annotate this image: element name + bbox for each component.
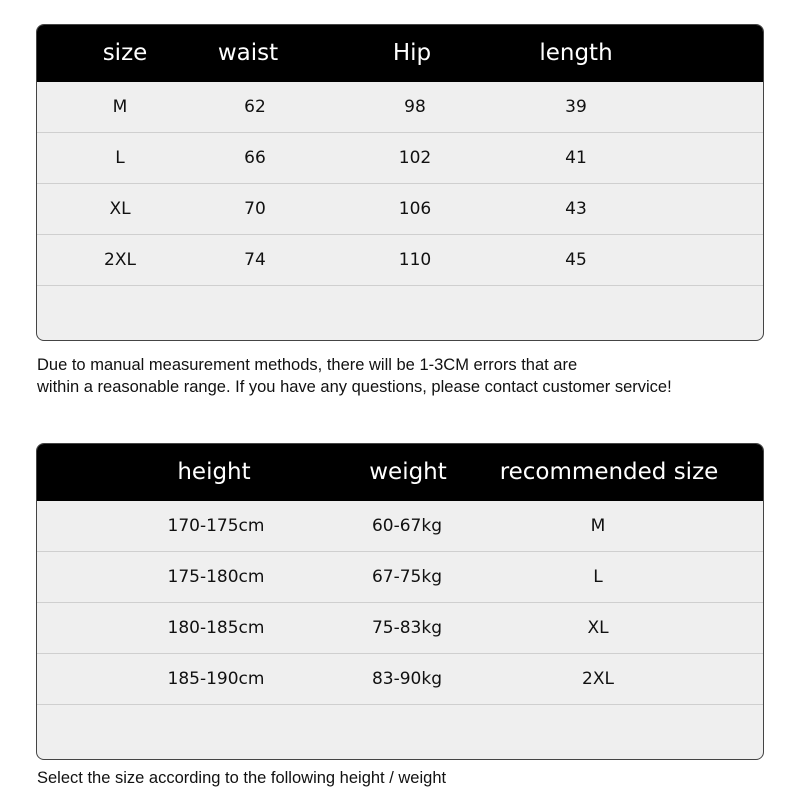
cell-hip: 98 — [404, 97, 426, 117]
measurement-note-line2: within a reasonable range. If you have any questions, please contact customer service! — [37, 378, 672, 396]
cell-size: M — [112, 97, 128, 117]
recommend-chart-table — [36, 443, 764, 760]
header-size: size — [102, 40, 148, 66]
cell-length: 41 — [565, 148, 587, 168]
cell-height: 170-175cm — [167, 516, 265, 536]
measurement-note — [37, 354, 672, 398]
header-recommended-size: recommended size — [499, 459, 719, 485]
header-hip: Hip — [392, 40, 432, 66]
measurement-note-line1: Due to manual measurement methods, there will be 1-3CM errors that are — [37, 356, 578, 374]
cell-recommended-size: L — [593, 567, 603, 587]
cell-weight: 75-83kg — [371, 618, 443, 638]
table-row — [37, 235, 763, 286]
cell-weight: 83-90kg — [371, 669, 443, 689]
cell-waist: 74 — [244, 250, 266, 270]
table-row — [37, 501, 763, 552]
table-row — [37, 184, 763, 235]
cell-recommended-size: M — [590, 516, 606, 536]
cell-length: 43 — [565, 199, 587, 219]
header-length: length — [539, 40, 613, 66]
size-chart-table — [36, 24, 764, 341]
cell-hip: 106 — [398, 199, 432, 219]
cell-recommended-size: 2XL — [582, 669, 614, 689]
selection-note: Select the size according to the following height / weight — [37, 769, 447, 787]
cell-length: 45 — [565, 250, 587, 270]
cell-waist: 66 — [244, 148, 266, 168]
header-weight: weight — [369, 459, 447, 485]
cell-height: 180-185cm — [167, 618, 265, 638]
cell-size: XL — [109, 199, 131, 219]
cell-length: 39 — [565, 97, 587, 117]
cell-size: 2XL — [104, 250, 136, 270]
cell-recommended-size: XL — [587, 618, 609, 638]
cell-weight: 67-75kg — [371, 567, 443, 587]
table-row — [37, 654, 763, 705]
cell-hip: 102 — [398, 148, 432, 168]
table-row — [37, 552, 763, 603]
table-row — [37, 603, 763, 654]
recommend-chart-header — [37, 444, 763, 501]
empty-row — [37, 286, 763, 337]
cell-waist: 62 — [244, 97, 266, 117]
cell-weight: 60-67kg — [371, 516, 443, 536]
header-height: height — [177, 459, 251, 485]
cell-size: L — [115, 148, 125, 168]
cell-height: 185-190cm — [167, 669, 265, 689]
empty-row — [37, 705, 763, 756]
cell-waist: 70 — [244, 199, 266, 219]
size-chart-header — [37, 25, 763, 82]
table-row — [37, 82, 763, 133]
cell-hip: 110 — [398, 250, 432, 270]
cell-height: 175-180cm — [167, 567, 265, 587]
header-waist: waist — [217, 40, 279, 66]
table-row — [37, 133, 763, 184]
